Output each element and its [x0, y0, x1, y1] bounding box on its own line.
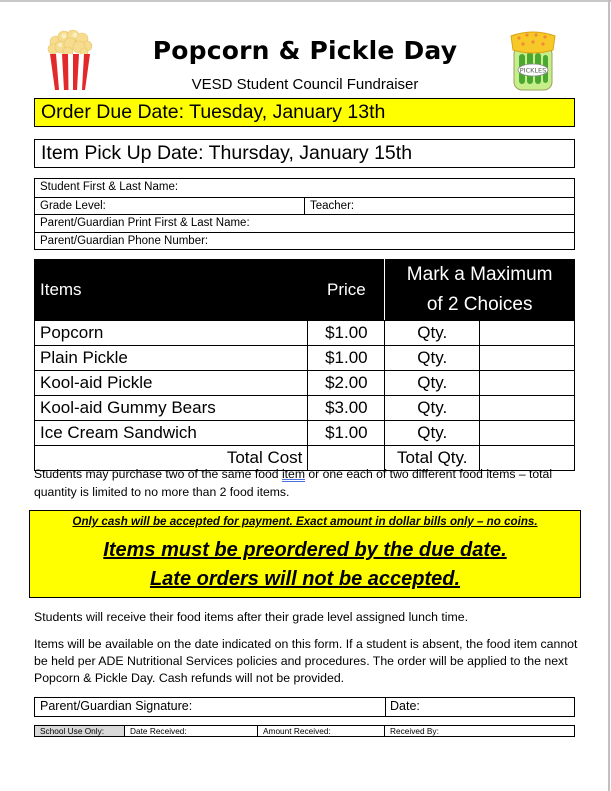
header-mark-line1: Mark a Maximum — [406, 264, 553, 285]
popcorn-icon — [44, 28, 96, 92]
note-text-before: Students may purchase two of the same food — [34, 467, 282, 481]
qty-label: Qty. — [385, 346, 480, 371]
total-cost-label: Total Cost — [35, 446, 308, 471]
grade-level-field[interactable]: Grade Level: — [35, 198, 305, 215]
header-price: Price — [308, 260, 385, 321]
amount-received-field[interactable]: Amount Received: — [258, 726, 385, 736]
purchase-limit-note — [34, 466, 579, 501]
item-price: $3.00 — [308, 396, 385, 421]
item-name: Ice Cream Sandwich — [35, 421, 308, 446]
note-underlined-word: item — [281, 467, 305, 481]
order-due-date: Order Due Date: Tuesday, January 13th — [34, 98, 575, 127]
page-subtitle: VESD Student Council Fundraiser — [191, 76, 419, 93]
qty-label: Qty. — [385, 371, 480, 396]
availability-policy-paragraph: Items will be available on the date indicated on this form. If a student is absent, the food item cannot be held per ADE Nutritional Services policies and procedures. The order will be applied to the next Popcorn & Pickle Day. Cash refunds will not be provided. — [34, 637, 578, 685]
qty-input-cell[interactable] — [480, 321, 575, 346]
header-items: Items — [35, 260, 308, 321]
pick-up-date: Item Pick Up Date: Thursday, January 15th — [34, 139, 575, 168]
qty-input-cell[interactable] — [480, 371, 575, 396]
table-row — [35, 421, 575, 446]
item-price: $1.00 — [308, 321, 385, 346]
parent-name-field[interactable]: Parent/Guardian Print First & Last Name: — [40, 217, 250, 229]
late-orders-notice: Late orders will not be accepted. — [149, 568, 461, 590]
preorder-notice: Items must be preordered by the due date. — [103, 539, 507, 561]
receive-items-paragraph: Students will receive their food items after their grade level assigned lunch time. — [34, 610, 469, 624]
cash-only-notice: Only cash will be accepted for payment. Exact amount in dollar bills only – no coins. — [72, 515, 538, 528]
total-qty-label: Total Qty. — [385, 446, 480, 471]
parent-phone-field[interactable]: Parent/Guardian Phone Number: — [40, 234, 209, 247]
pickle-jar-icon — [505, 28, 561, 92]
student-name-field[interactable]: Student First & Last Name: — [40, 181, 179, 193]
date-received-field[interactable]: Date Received: — [125, 726, 258, 736]
jar-label: PICKLES — [519, 66, 547, 75]
signature-date-field[interactable]: Date: — [390, 699, 420, 713]
item-price: $2.00 — [308, 371, 385, 396]
note-text-after: or one each of two different food items – total quantity is limited to no more than 2 food items. — [34, 467, 553, 499]
table-row — [35, 371, 575, 396]
table-row — [35, 396, 575, 421]
teacher-field[interactable]: Teacher: — [310, 199, 355, 212]
school-use-label: School Use Only: — [35, 726, 125, 736]
order-items-table — [34, 259, 575, 471]
student-info-table — [34, 178, 575, 250]
item-name: Plain Pickle — [35, 346, 308, 371]
qty-input-cell[interactable] — [480, 396, 575, 421]
item-name: Kool-aid Gummy Bears — [35, 396, 308, 421]
page-title: Popcorn & Pickle Day — [152, 36, 458, 65]
qty-input-cell[interactable] — [480, 346, 575, 371]
item-price: $1.00 — [308, 346, 385, 371]
item-name: Popcorn — [35, 321, 308, 346]
table-row — [35, 321, 575, 346]
item-price: $1.00 — [308, 421, 385, 446]
qty-label: Qty. — [385, 396, 480, 421]
received-by-field[interactable]: Received By: — [390, 726, 439, 736]
table-row — [35, 346, 575, 371]
qty-label: Qty. — [385, 421, 480, 446]
signature-row — [34, 697, 575, 717]
page-top-edge — [0, 0, 611, 2]
qty-label: Qty. — [385, 321, 480, 346]
item-name: Kool-aid Pickle — [35, 371, 308, 396]
page-right-edge — [608, 0, 610, 791]
header-mark-line2: of 2 Choices — [426, 294, 533, 315]
header-mark-maximum — [385, 260, 575, 321]
qty-input-cell[interactable] — [480, 421, 575, 446]
school-use-row — [34, 725, 575, 737]
parent-signature-field[interactable]: Parent/Guardian Signature: — [35, 698, 386, 716]
cash-notice-box — [29, 510, 581, 598]
